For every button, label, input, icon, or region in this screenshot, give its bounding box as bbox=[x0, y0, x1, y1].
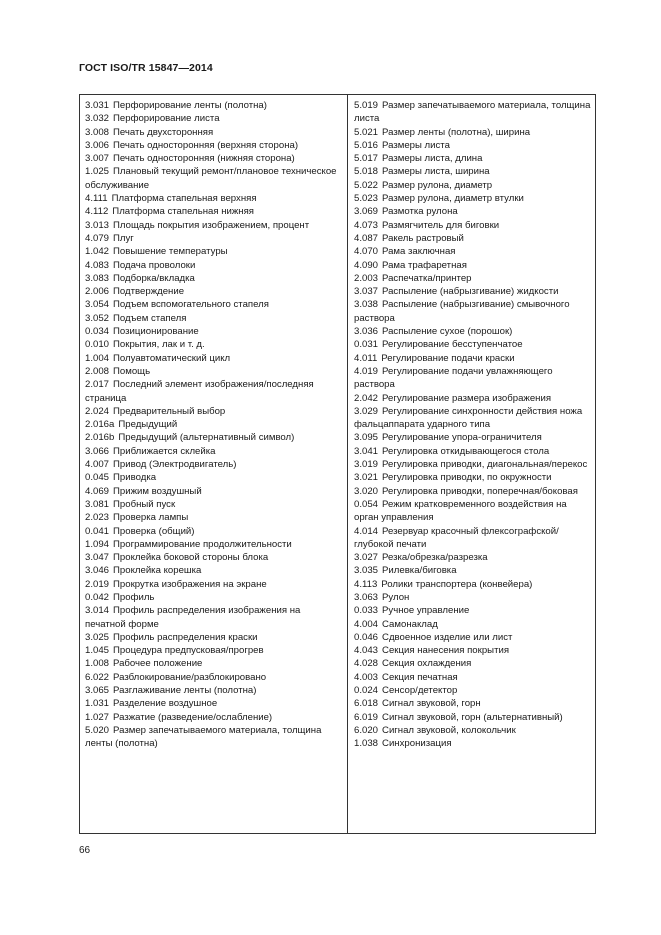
entry-term: Размотка рулона bbox=[382, 206, 458, 218]
entry-term: Режим кратковременного воздействия на орган управления bbox=[354, 498, 567, 524]
entry-term: Проверка (общий) bbox=[113, 525, 195, 537]
entry-code: 1.031 bbox=[85, 698, 110, 710]
entry-term: Программирование продолжительности bbox=[113, 538, 292, 550]
entry-code: 5.019 bbox=[354, 100, 379, 111]
index-entry bbox=[85, 445, 342, 458]
entry-term: Приводка bbox=[113, 472, 157, 484]
entry-code: 3.035 bbox=[354, 565, 379, 577]
entry-term: Сигнал звуковой, горн (альтернативный) bbox=[382, 711, 563, 723]
index-entry bbox=[354, 152, 592, 165]
entry-code: 3.069 bbox=[354, 206, 379, 218]
entry-code: 5.017 bbox=[354, 153, 379, 165]
entry-code: 0.054 bbox=[354, 498, 379, 510]
index-entry bbox=[85, 165, 342, 192]
entry-term: Размер запечатываемого материала, толщина листа bbox=[354, 100, 591, 125]
entry-code: 4.087 bbox=[354, 232, 379, 244]
entry-term: Плановый текущий ремонт/плановое техническое обслуживание bbox=[85, 166, 337, 191]
entry-term: Платформа стапельная верхняя bbox=[111, 193, 257, 205]
entry-code: 2.042 bbox=[354, 392, 379, 404]
index-entry bbox=[85, 644, 342, 657]
entry-code: 4.028 bbox=[354, 658, 379, 670]
index-entry bbox=[354, 338, 592, 351]
entry-term: Полуавтоматический цикл bbox=[113, 352, 231, 364]
index-entry bbox=[354, 352, 592, 365]
entry-term: Печать односторонняя (нижняя сторона) bbox=[113, 153, 295, 165]
index-entry bbox=[85, 112, 342, 125]
entry-code: 3.014 bbox=[85, 605, 110, 617]
index-entry bbox=[85, 485, 342, 498]
entry-code: 4.073 bbox=[354, 219, 379, 231]
index-entry bbox=[85, 245, 342, 258]
index-entry bbox=[354, 285, 592, 298]
entry-term: Подъем вспомогательного стапеля bbox=[113, 299, 269, 311]
entry-term: Профиль распределения изображения на печатной форме bbox=[85, 605, 301, 630]
entry-code: 3.025 bbox=[85, 631, 110, 643]
index-entry bbox=[354, 259, 592, 272]
index-entry bbox=[354, 578, 592, 591]
index-entry bbox=[354, 219, 592, 232]
entry-term: Перфорирование ленты (полотна) bbox=[113, 100, 267, 111]
index-entry bbox=[85, 604, 342, 631]
index-entry bbox=[354, 179, 592, 192]
index-entry bbox=[354, 405, 592, 432]
index-entry bbox=[85, 525, 342, 538]
entry-code: 6.019 bbox=[354, 711, 379, 723]
entry-code: 2.017 bbox=[85, 379, 110, 391]
entry-code: 1.025 bbox=[85, 166, 110, 178]
entry-code: 4.007 bbox=[85, 459, 110, 471]
index-entry bbox=[354, 564, 592, 577]
index-entry bbox=[85, 418, 342, 431]
entry-code: 3.066 bbox=[85, 445, 110, 457]
entry-term: Предыдущий (альтернативный символ) bbox=[118, 432, 295, 444]
entry-term: Прижим воздушный bbox=[113, 485, 202, 497]
entry-code: 1.038 bbox=[354, 738, 379, 750]
entry-term: Подборка/вкладка bbox=[113, 272, 195, 284]
entry-code: 3.031 bbox=[85, 100, 110, 111]
entry-term: Позиционирование bbox=[113, 326, 199, 338]
index-entry bbox=[85, 431, 342, 444]
index-entry bbox=[85, 298, 342, 311]
entry-term: Печать односторонняя (верхняя сторона) bbox=[113, 139, 299, 151]
index-entry bbox=[85, 564, 342, 577]
index-entry bbox=[354, 498, 592, 525]
entry-term: Резервуар красочный флексографской/глубокой печати bbox=[354, 525, 559, 550]
index-entry bbox=[85, 538, 342, 551]
entry-code: 0.010 bbox=[85, 339, 110, 351]
index-entry bbox=[85, 205, 342, 218]
entry-term: Проклейка корешка bbox=[113, 565, 202, 577]
entry-code: 1.027 bbox=[85, 711, 110, 723]
entry-term: Размягчитель для биговки bbox=[382, 219, 500, 231]
index-entry bbox=[85, 671, 342, 684]
entry-code: 6.022 bbox=[85, 671, 110, 683]
entry-term: Секция нанесения покрытия bbox=[382, 645, 510, 657]
index-entry bbox=[354, 205, 592, 218]
entry-code: 3.046 bbox=[85, 565, 110, 577]
index-entry bbox=[354, 325, 592, 338]
entry-code: 4.004 bbox=[354, 618, 379, 630]
index-entry bbox=[85, 285, 342, 298]
entry-term: Регулирование подачи краски bbox=[381, 352, 515, 364]
entry-term: Размер рулона, диаметр bbox=[382, 179, 493, 191]
index-entry bbox=[85, 405, 342, 418]
index-entry bbox=[354, 298, 592, 325]
document-header: ГОСТ ISO/TR 15847—2014 bbox=[79, 62, 213, 74]
entry-term: Плуг bbox=[113, 232, 134, 244]
index-entry bbox=[354, 139, 592, 152]
entry-code: 3.065 bbox=[85, 685, 110, 697]
entry-term: Секция печатная bbox=[382, 671, 458, 683]
index-entry bbox=[354, 99, 592, 126]
entry-code: 5.016 bbox=[354, 139, 379, 151]
index-entry bbox=[85, 126, 342, 139]
index-entry bbox=[354, 458, 592, 471]
index-entry bbox=[85, 259, 342, 272]
index-entry bbox=[85, 338, 342, 351]
entry-term: Размеры листа, ширина bbox=[382, 166, 490, 178]
entry-code: 3.007 bbox=[85, 153, 110, 165]
index-entry bbox=[85, 325, 342, 338]
entry-term: Сенсор/детектор bbox=[382, 685, 458, 697]
entry-term: Рулон bbox=[382, 591, 410, 603]
index-entry bbox=[354, 631, 592, 644]
entry-term: Разблокирование/разблокировано bbox=[113, 671, 267, 683]
entry-term: Ролики транспортера (конвейера) bbox=[381, 578, 533, 590]
entry-code: 2.016a bbox=[85, 419, 115, 431]
index-entry bbox=[85, 272, 342, 285]
entry-term: Распыление (набрызгивание) смывочного раствора bbox=[354, 299, 570, 324]
index-entry bbox=[354, 737, 592, 750]
index-entry bbox=[354, 604, 592, 617]
entry-code: 4.070 bbox=[354, 246, 379, 258]
entry-code: 4.069 bbox=[85, 485, 110, 497]
entry-code: 3.019 bbox=[354, 459, 379, 471]
entry-term: Проверка лампы bbox=[113, 512, 189, 524]
entry-term: Регулирование размера изображения bbox=[382, 392, 552, 404]
entry-code: 0.046 bbox=[354, 631, 379, 643]
entry-code: 0.042 bbox=[85, 591, 110, 603]
entry-term: Разжатие (разведение/ослабление) bbox=[113, 711, 273, 723]
entry-code: 4.079 bbox=[85, 232, 110, 244]
entry-code: 1.045 bbox=[85, 645, 110, 657]
index-entry bbox=[354, 551, 592, 564]
entry-code: 1.094 bbox=[85, 538, 110, 550]
entry-term: Привод (Электродвигатель) bbox=[113, 459, 237, 471]
entry-term: Регулирование бесступенчатое bbox=[382, 339, 523, 351]
entry-term: Последний элемент изображения/последняя страница bbox=[85, 379, 314, 404]
entry-term: Регулирование подачи увлажняющего раствора bbox=[354, 365, 553, 391]
entry-term: Разглаживание ленты (полотна) bbox=[113, 685, 257, 697]
entry-code: 3.020 bbox=[354, 485, 379, 497]
index-entry bbox=[85, 511, 342, 524]
entry-term: Размер рулона, диаметр втулки bbox=[382, 193, 524, 205]
index-entry bbox=[85, 312, 342, 325]
index-entry bbox=[85, 551, 342, 564]
entry-code: 2.008 bbox=[85, 365, 110, 377]
index-entry bbox=[354, 644, 592, 657]
entry-code: 0.024 bbox=[354, 685, 379, 697]
index-entry bbox=[354, 485, 592, 498]
index-entry bbox=[354, 392, 592, 405]
entry-code: 5.023 bbox=[354, 193, 379, 205]
entry-term: Прокрутка изображения на экране bbox=[113, 578, 267, 590]
index-entry bbox=[85, 657, 342, 670]
index-entry bbox=[354, 245, 592, 258]
entry-term: Процедура предпусковая/прогрев bbox=[113, 645, 264, 657]
index-entry bbox=[354, 445, 592, 458]
entry-code: 0.034 bbox=[85, 326, 110, 338]
entry-code: 2.006 bbox=[85, 286, 110, 298]
entry-code: 5.018 bbox=[354, 166, 379, 178]
entry-term: Регулировка приводки, поперечная/боковая bbox=[382, 485, 578, 497]
entry-term: Подъем стапеля bbox=[113, 312, 187, 324]
index-entry bbox=[85, 139, 342, 152]
index-entry bbox=[354, 232, 592, 245]
column-divider bbox=[347, 95, 348, 833]
entry-code: 3.021 bbox=[354, 472, 379, 484]
entry-term: Печать двухсторонняя bbox=[113, 126, 214, 138]
index-entry bbox=[354, 431, 592, 444]
index-entry bbox=[354, 711, 592, 724]
entry-term: Регулировка приводки, диагональная/перекос bbox=[382, 459, 588, 471]
entry-term: Сдвоенное изделие или лист bbox=[382, 631, 513, 643]
entry-code: 5.022 bbox=[354, 179, 379, 191]
entry-code: 5.021 bbox=[354, 126, 379, 138]
entry-code: 2.019 bbox=[85, 578, 110, 590]
entry-term: Площадь покрытия изображением, процент bbox=[113, 219, 310, 231]
entry-term: Распечатка/принтер bbox=[382, 272, 472, 284]
entry-code: 4.043 bbox=[354, 645, 379, 657]
entry-code: 3.006 bbox=[85, 139, 110, 151]
entry-code: 4.111 bbox=[85, 193, 108, 205]
index-entry bbox=[85, 378, 342, 405]
entry-term: Распыление сухое (порошок) bbox=[382, 326, 513, 338]
index-entry bbox=[85, 232, 342, 245]
entry-term: Профиль распределения краски bbox=[113, 631, 258, 643]
entry-term: Рама трафаретная bbox=[382, 259, 467, 271]
index-entry bbox=[354, 365, 592, 392]
index-entry bbox=[85, 684, 342, 697]
entry-code: 3.081 bbox=[85, 498, 110, 510]
index-entry bbox=[354, 471, 592, 484]
entry-code: 1.042 bbox=[85, 246, 110, 258]
entry-term: Подтверждение bbox=[113, 286, 185, 298]
entry-code: 4.112 bbox=[85, 206, 109, 218]
entry-code: 3.083 bbox=[85, 272, 110, 284]
entry-code: 3.063 bbox=[354, 591, 379, 603]
entry-code: 1.004 bbox=[85, 352, 110, 364]
index-entry bbox=[354, 126, 592, 139]
entry-term: Предварительный выбор bbox=[113, 405, 226, 417]
index-entry bbox=[354, 697, 592, 710]
entry-code: 3.013 bbox=[85, 219, 110, 231]
index-entry bbox=[354, 671, 592, 684]
entry-code: 2.016b bbox=[85, 432, 115, 444]
entry-term: Рама заключная bbox=[382, 246, 456, 258]
index-entry bbox=[354, 192, 592, 205]
index-entry bbox=[85, 711, 342, 724]
entry-code: 5.020 bbox=[85, 724, 110, 736]
entry-code: 4.003 bbox=[354, 671, 379, 683]
entry-term: Предыдущий bbox=[118, 419, 178, 431]
entry-code: 3.027 bbox=[354, 552, 379, 564]
entry-term: Подача проволоки bbox=[113, 259, 196, 271]
index-entry bbox=[354, 724, 592, 737]
entry-term: Разделение воздушное bbox=[113, 698, 218, 710]
index-entry bbox=[85, 498, 342, 511]
entry-term: Ракель растровый bbox=[382, 232, 464, 244]
entry-code: 4.113 bbox=[354, 578, 378, 590]
index-table bbox=[79, 94, 596, 834]
entry-code: 0.033 bbox=[354, 605, 379, 617]
entry-term: Сигнал звуковой, горн bbox=[382, 698, 481, 710]
entry-code: 3.037 bbox=[354, 286, 379, 298]
entry-term: Рабочее положение bbox=[113, 658, 203, 670]
entry-term: Регулирование упора-ограничителя bbox=[382, 432, 542, 444]
index-entry bbox=[85, 458, 342, 471]
entry-code: 6.018 bbox=[354, 698, 379, 710]
index-entry bbox=[354, 272, 592, 285]
entry-code: 0.045 bbox=[85, 472, 110, 484]
entry-code: 3.054 bbox=[85, 299, 110, 311]
index-entry bbox=[354, 684, 592, 697]
entry-term: Покрытия, лак и т. д. bbox=[113, 339, 205, 351]
index-entry bbox=[85, 99, 342, 112]
entry-term: Приближается склейка bbox=[113, 445, 216, 457]
entry-term: Профиль bbox=[113, 591, 155, 603]
index-entry bbox=[85, 578, 342, 591]
entry-code: 3.029 bbox=[354, 405, 379, 417]
index-column-left bbox=[85, 99, 342, 751]
entry-term: Размеры листа, длина bbox=[382, 153, 483, 165]
index-entry bbox=[85, 219, 342, 232]
entry-code: 4.090 bbox=[354, 259, 379, 271]
entry-term: Пробный пуск bbox=[113, 498, 176, 510]
entry-term: Распыление (набрызгивание) жидкости bbox=[382, 286, 559, 298]
entry-term: Рилевка/биговка bbox=[382, 565, 457, 577]
index-entry bbox=[85, 631, 342, 644]
entry-term: Синхронизация bbox=[382, 738, 452, 750]
index-entry bbox=[354, 525, 592, 552]
entry-code: 1.008 bbox=[85, 658, 110, 670]
entry-code: 2.003 bbox=[354, 272, 379, 284]
entry-code: 4.011 bbox=[354, 352, 378, 364]
entry-term: Размер запечатываемого материала, толщина ленты (полотна) bbox=[85, 724, 322, 750]
entry-term: Проклейка боковой стороны блока bbox=[113, 552, 269, 564]
entry-code: 3.036 bbox=[354, 326, 379, 338]
entry-term: Резка/обрезка/разрезка bbox=[382, 552, 488, 564]
index-entry bbox=[85, 365, 342, 378]
entry-term: Регулирование синхронности действия ножа фальцаппарата ударного типа bbox=[354, 405, 583, 431]
index-entry bbox=[354, 591, 592, 604]
entry-term: Регулировка откидывающегося стола bbox=[382, 445, 550, 457]
index-entry bbox=[354, 618, 592, 631]
index-entry bbox=[85, 192, 342, 205]
entry-term: Сигнал звуковой, колокольчик bbox=[382, 724, 516, 736]
entry-term: Регулировка приводки, по окружности bbox=[382, 472, 552, 484]
entry-code: 2.023 bbox=[85, 512, 110, 524]
index-entry bbox=[85, 724, 342, 751]
entry-code: 3.032 bbox=[85, 113, 110, 125]
index-entry bbox=[85, 352, 342, 365]
entry-term: Секция охлаждения bbox=[382, 658, 472, 670]
entry-code: 3.052 bbox=[85, 312, 110, 324]
entry-term: Размер ленты (полотна), ширина bbox=[382, 126, 531, 138]
page-number: 66 bbox=[79, 845, 91, 856]
index-column-right bbox=[354, 99, 592, 751]
entry-term: Повышение температуры bbox=[113, 246, 228, 258]
entry-term: Помощь bbox=[113, 365, 151, 377]
entry-code: 3.008 bbox=[85, 126, 110, 138]
entry-code: 4.019 bbox=[354, 365, 379, 377]
entry-term: Самонаклад bbox=[382, 618, 438, 630]
entry-code: 3.038 bbox=[354, 299, 379, 311]
entry-code: 0.031 bbox=[354, 339, 379, 351]
entry-code: 3.047 bbox=[85, 552, 110, 564]
entry-term: Перфорирование листа bbox=[113, 113, 220, 125]
index-entry bbox=[85, 591, 342, 604]
index-entry bbox=[354, 657, 592, 670]
entry-term: Платформа стапельная нижняя bbox=[112, 206, 254, 218]
entry-code: 2.024 bbox=[85, 405, 110, 417]
entry-code: 4.014 bbox=[354, 525, 379, 537]
index-entry bbox=[354, 165, 592, 178]
entry-term: Ручное управление bbox=[382, 605, 470, 617]
index-entry bbox=[85, 152, 342, 165]
index-entry bbox=[85, 471, 342, 484]
entry-term: Размеры листа bbox=[382, 139, 450, 151]
entry-code: 3.041 bbox=[354, 445, 379, 457]
entry-code: 4.083 bbox=[85, 259, 110, 271]
entry-code: 6.020 bbox=[354, 724, 379, 736]
index-entry bbox=[85, 697, 342, 710]
entry-code: 3.095 bbox=[354, 432, 379, 444]
entry-code: 0.041 bbox=[85, 525, 110, 537]
